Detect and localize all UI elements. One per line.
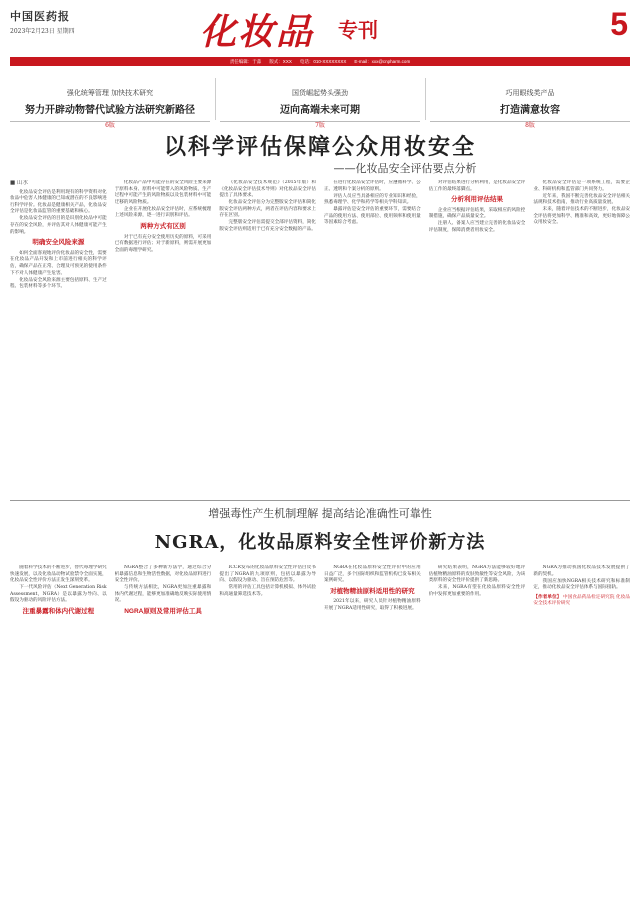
article-column (115, 180, 212, 500)
promo-headline: 迈向高端未来可期 (280, 105, 360, 116)
paragraph: NGRA在化妆品原料安全性评价中的应用日益广泛，多个国际组织和监管机构已发布相关案例研究。 (324, 565, 421, 584)
lead-body (10, 180, 630, 500)
bar-item: 版式：XXX (269, 58, 292, 64)
promo-kicker: 巧用眼线类产品 (505, 89, 555, 97)
affiliation-text: 中国食品药品检定研究院 化妆品安全技术评价研究 (533, 594, 631, 607)
promo-page: 6版 (105, 122, 115, 129)
section-subhead: 两种方式有区别 (140, 222, 186, 230)
article-column (324, 565, 421, 900)
article-column (429, 180, 526, 500)
author-affiliation (533, 595, 630, 608)
paragraph: 如何全面客观地评价化妆品的安全性，需要在化妆品产品开发和上市前进行相关的科学评估，确保产品在正常、合理及可预见的使用条件下不对人体健康产生危害。 (10, 250, 107, 276)
section-title: 化妆品 (200, 11, 315, 53)
promo-headline: 打造满意妆容 (500, 105, 560, 116)
masthead (0, 0, 640, 66)
article-column (10, 180, 107, 500)
section-subhead: 对植物精油原料适用性的研究 (330, 587, 415, 595)
lead-headline: 以科学评估保障公众用妆安全 (163, 134, 476, 160)
paragraph: NGRA为推动我国化妆品技术发展提供了新的契机。 (533, 565, 631, 577)
article-column (533, 565, 630, 900)
promo-page: 7版 (315, 122, 325, 129)
info-bar (10, 57, 630, 66)
section-subhead: NGRA原则及常用评估工具 (124, 607, 202, 615)
paragraph: 下一代风险评估（Next Generation Risk Assessment，NGRA）是以暴露为导向、以假设为驱动的风险评估方法。 (10, 585, 107, 604)
paragraph: 企业应当根据评估结果，采取相应的风险控制措施，确保产品质量安全。 (428, 207, 526, 220)
second-kicker: 增强毒性产生机制理解 提高结论准确性可靠性 (208, 507, 432, 520)
paragraph: 未来，随着评估技术的不断进步，化妆品安全评估将更加科学、精准和高效，更好地保障公众用妆安全。 (533, 207, 631, 226)
article-column (115, 565, 212, 900)
article-column (324, 180, 421, 500)
paragraph: 2021年以来，研究人员针对植物精油原料开展了NGRA适用性研究，取得了积极进展。 (324, 599, 421, 611)
paragraph: 完整版安全评估需提交全部评估资料，简化版安全评估则适用于已有充分安全数据的产品。 (219, 220, 317, 232)
section-subhead: 分析利用评估结果 (451, 196, 504, 204)
paragraph: ICCR发布的化妆品原料安全性评估白皮书提出了NGRA的九项原则，包括以暴露为导向、以假设为驱动、旨在预防危害等。 (219, 565, 317, 584)
paragraph: 注册人、备案人应当建立完善的化妆品安全评估制度，保障消费者用妆安全。 (428, 221, 526, 233)
bar-item: 电话：010-XXXXXXXX (299, 58, 347, 64)
promo-kicker: 国货崛起势头强劲 (292, 89, 348, 97)
paragraph: 随着科学技术的不断进步，替代毒理学研究快速发展，以及化妆品动物试验禁令全面实施，化妆品安全性评价方法正发生深刻变革。 (10, 565, 107, 584)
paragraph: 化妆品安全风险来源主要包括原料、生产过程、包装材料等多个环节。 (10, 277, 107, 290)
paragraph: 与传统方法相比，NGRA更加注重暴露和体内代谢过程，能够更加准确地反映实际使用情况。 (114, 585, 212, 604)
paragraph: 化妆品产品中可能存在的安全风险主要来源于原料本身、原料中可能带入的风险物质、生产过程中可能产生的风险物质以及包装材料中可能迁移的风险物质。 (114, 180, 212, 205)
section-subhead: 注重暴露和体内代谢过程 (22, 607, 95, 615)
paragraph: 化妆品安全评估是一项系统工程，需要企业、科研机构和监管部门共同努力。 (533, 180, 631, 192)
promo-box-2[interactable] (220, 72, 420, 129)
promo-kicker: 强化统筹管理 加快技术研究 (66, 89, 154, 97)
bar-item: E-mail：xxx@cnpharm.com (354, 58, 411, 64)
article-column (429, 565, 526, 900)
promo-page: 8版 (525, 122, 535, 129)
second-body (10, 565, 630, 900)
article-column (533, 180, 630, 500)
paragraph: 我国应加快NGRA相关技术研究和标准制定，推动化妆品安全评估体系与国际接轨。 (533, 578, 631, 591)
section-suffix: 专刊 (338, 20, 378, 42)
paragraph: 企业在开展化妆品安全评估时，应系统梳理上述风险来源，逐一进行识别和评估。 (114, 206, 212, 219)
bar-item: 责任编辑：于淼 (229, 58, 262, 64)
article-column (219, 565, 316, 900)
paragraph: 在进行化妆品安全评估时，应遵循科学、公正、透明和个案分析的原则。 (324, 180, 421, 192)
paragraph: 未来，NGRA有望在化妆品原料安全性评价中发挥更加重要的作用。 (428, 585, 526, 597)
paragraph: 近年来，我国不断完善化妆品安全评估相关法规和技术指南，推动行业高质量发展。 (533, 193, 631, 206)
promo-box-1[interactable] (10, 72, 210, 129)
dateline: 2023年2月23日 星期四 (10, 28, 75, 35)
paragraph: 对评估结果进行分析利用，是化妆品安全评估工作的最终落脚点。 (428, 180, 526, 192)
paragraph: 化妆品安全评估分为完整版安全评估和简化版安全评估两种方式，两者在评估内容和要求上存在区别。 (219, 200, 317, 219)
promo-box-3[interactable] (430, 72, 630, 129)
paragraph: NGRA整合了多种新方法学，通过综合分析暴露信息和生物活性数据，对化妆品原料进行安全性评价。 (114, 565, 212, 584)
section-subhead: 明确安全风险来源 (32, 239, 85, 247)
paper-logo: 中国医药报 (10, 10, 70, 23)
article-column (219, 180, 316, 500)
section-divider (10, 500, 630, 501)
page-number: 5 (610, 6, 628, 42)
lead-subhead: ——化妆品安全评估要点分析 (333, 162, 477, 175)
paragraph: 化妆品安全评估是利用现有的科学资料对化妆品中危害人体健康的已知或潜在的不良影响进行科学评价。化妆品是健康相关产品，化妆品安全评估是化妆品监管的重要基础和核心。 (10, 189, 107, 215)
paragraph: 化妆品安全评估的目的是识别化妆品中可能存在的安全风险，并评估其对人体健康可能产生的影响。 (10, 216, 107, 235)
author-byline: ■ 山水 (10, 180, 28, 186)
paragraph: 常用的评估工具包括计算机模拟、体外试验和高通量筛选技术等。 (219, 585, 317, 597)
paragraph: 暴露评估是安全评估的重要环节，需要结合产品的使用方法、使用部位、使用频率和使用量等因素综合考虑。 (324, 207, 421, 226)
promo-headline: 努力开辟动物替代试验方法研究新路径 (25, 105, 195, 116)
article-column (10, 565, 107, 900)
paragraph: 《化妆品安全技术规范》（2015年版）和《化妆品安全评估技术导则》对化妆品安全评估提出了具体要求。 (219, 180, 317, 199)
paragraph: 研究结果表明，NGRA方法能够较好地评估植物精油原料的皮肤致敏性等安全风险，为该类原料的安全性评价提供了新思路。 (428, 565, 526, 584)
paragraph: 对于已有充分安全使用历史的原料，可采用已有数据进行评估；对于新原料，则需开展更加全面的毒理学研究。 (114, 234, 212, 253)
divider (215, 78, 216, 120)
second-headline: NGRA，化妆品原料安全性评价新方法 (154, 532, 486, 553)
divider (425, 78, 426, 120)
paragraph: 评估人员应当具备相应的专业知识和经验，熟悉毒理学、化学和药学等相关学科知识。 (324, 193, 421, 206)
affiliation-label: 【作者单位】 (533, 594, 562, 600)
